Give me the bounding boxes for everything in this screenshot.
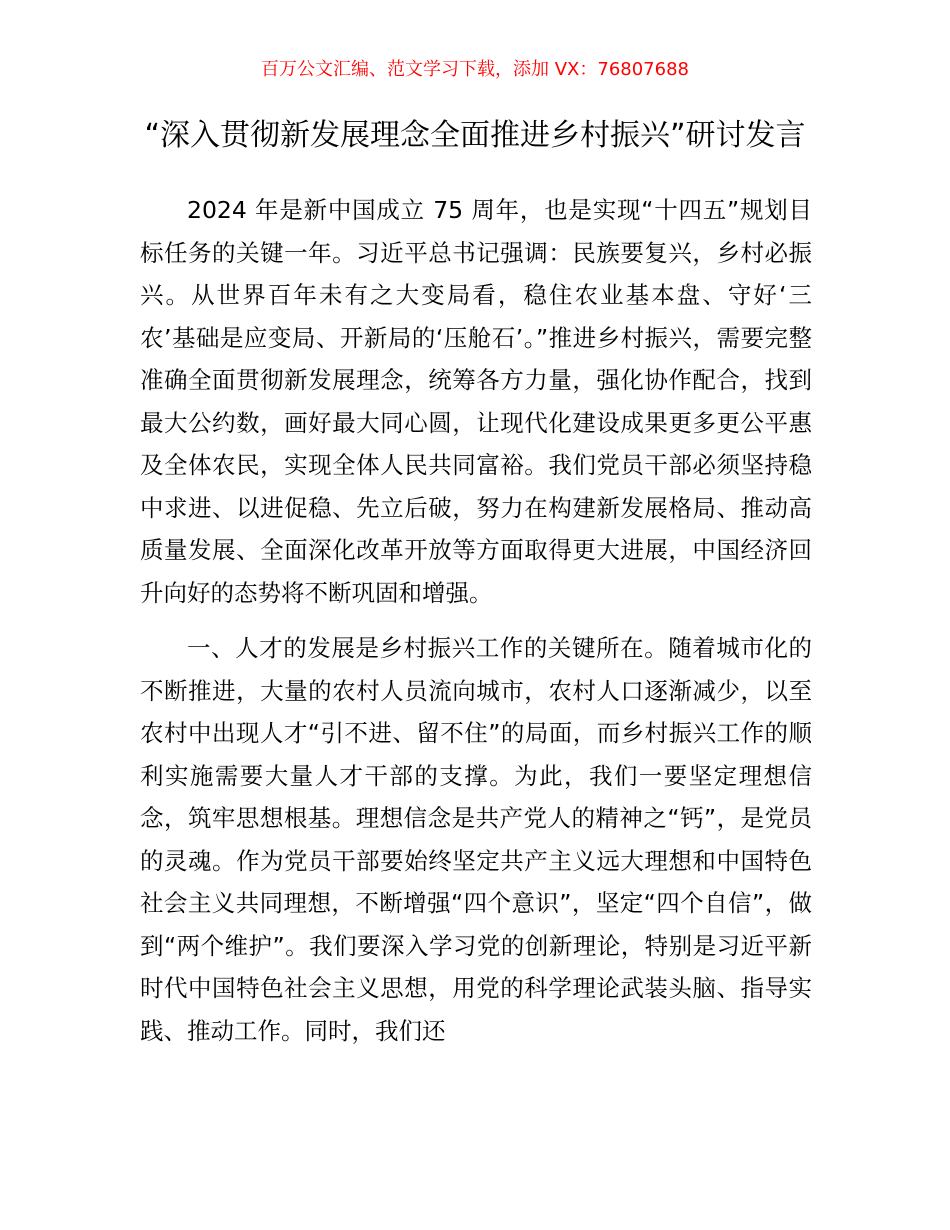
watermark-banner: 百万公文汇编、范文学习下载，添加 VX：76807688 bbox=[261, 59, 689, 80]
document-body bbox=[140, 189, 812, 1065]
paragraph-intro: 2024 年是新中国成立 75 周年，也是实现“十四五”规划目标任务的关键一年。习近平总书记强调：民族要复兴，乡村必振兴。从世界百年未有之大变局看，稳住农业基本盘、守好‘三农’基础是应变局、开新局的‘压舱石’。”推进乡村振兴，需要完整准确全面贯彻新发展理念，统筹各方力量，强化协作配合，找到最大公约数，画好最大同心圆，让现代化建设成果更多更公平惠及全体农民，实现全体人民共同富裕。我们党员干部必须坚持稳中求进、以进促稳、先立后破，努力在构建新发展格局、推动高质量发展、全面深化改革开放等方面取得更大进展，中国经济回升向好的态势将不断巩固和增强。 bbox=[140, 196, 812, 607]
paragraph-talent: 一、人才的发展是乡村振兴工作的关键所在。随着城市化的不断推进，大量的农村人员流向城市，农村人口逐渐减少，以至农村中出现人才“引不进、留不住”的局面，而乡村振兴工作的顺利实施需要大量人才干部的支撑。为此，我们一要坚定理想信念，筑牢思想根基。理想信念是共产党人的精神之“钙”，是党员的灵魂。作为党员干部要始终坚定共产主义远大理想和中国特色社会主义共同理想，不断增强“四个意识”，坚定“四个自信”，做到“两个维护”。我们要深入学习党的创新理论，特别是习近平新时代中国特色社会主义思想，用党的科学理论武装头脑、指导实践、推动工作。同时，我们还 bbox=[140, 634, 812, 1045]
document-title: “深入贯彻新发展理念全面推进乡村振兴”研讨发言 bbox=[144, 118, 806, 153]
